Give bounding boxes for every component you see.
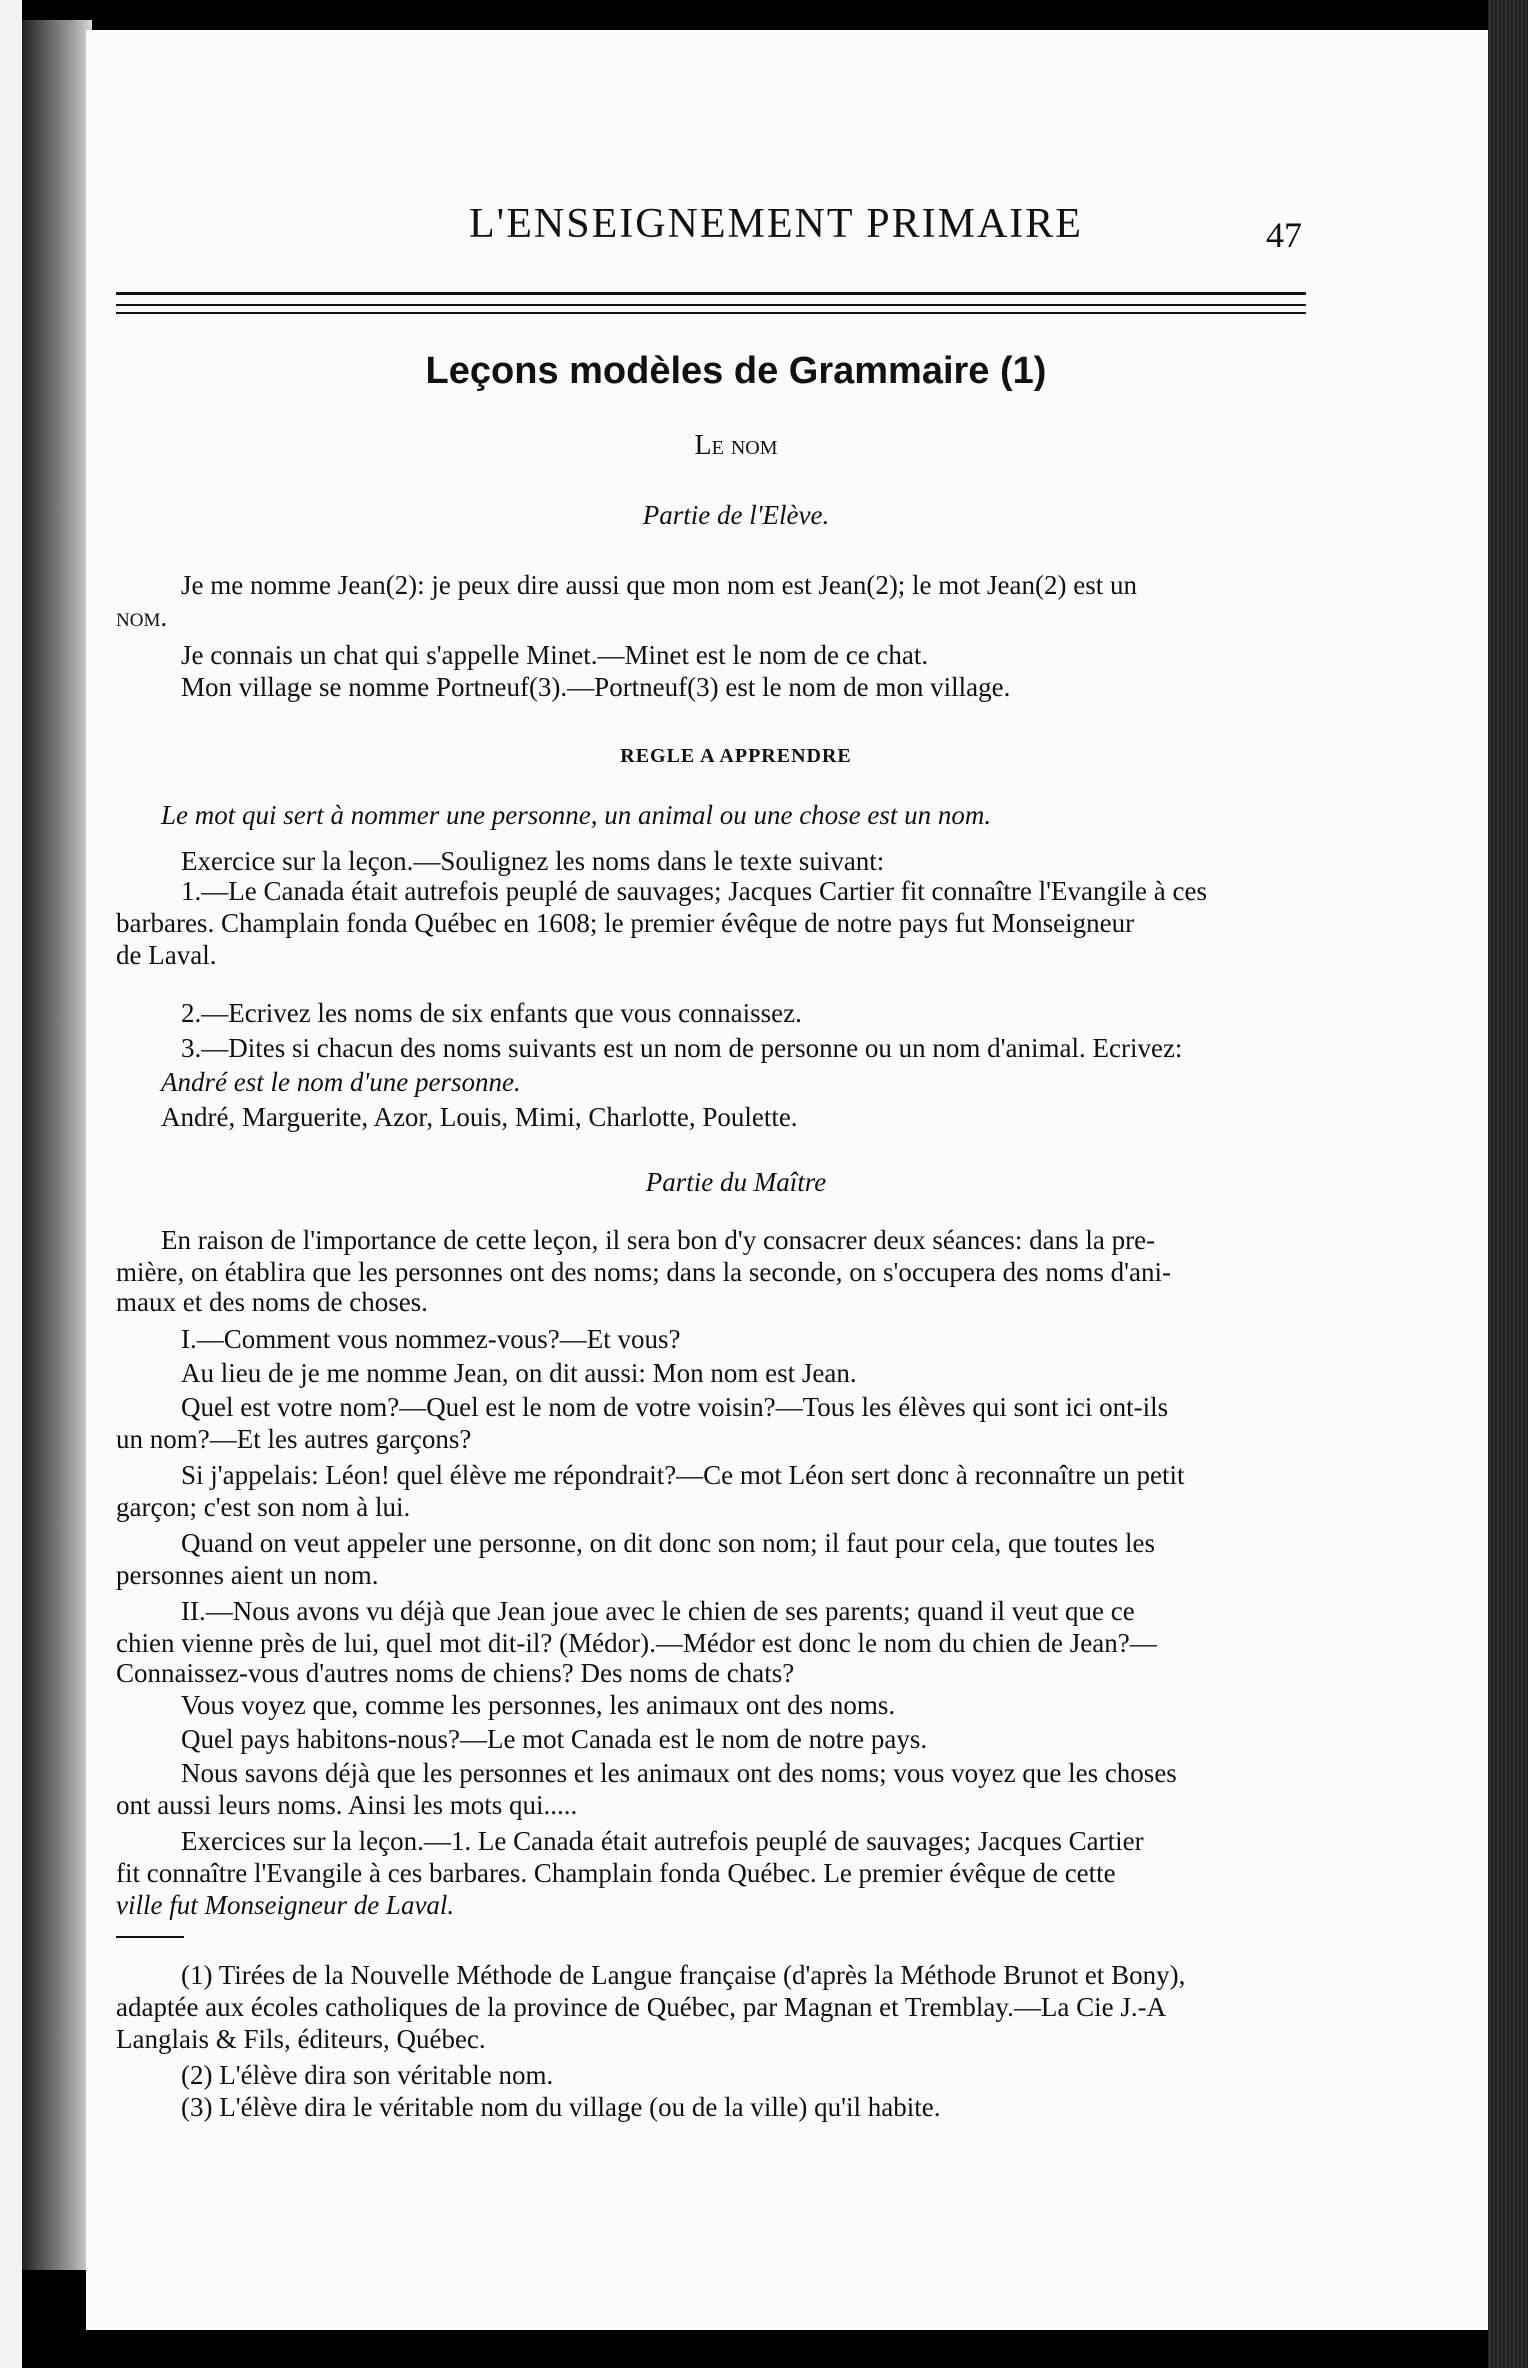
- rule-heading: REGLE A APPRENDRE: [620, 745, 852, 767]
- text-line: garçon; c'est son nom à lui.: [116, 1492, 411, 1522]
- text-line: Mon village se nomme Portneuf(3).—Portneuf(3) est le nom de mon village.: [181, 672, 1011, 702]
- text-line: Vous voyez que, comme les personnes, les animaux ont des noms.: [181, 1690, 896, 1720]
- footnote-line: (1) Tirées de la Nouvelle Méthode de Langue française (d'après la Méthode Brunot et Bony),: [181, 1960, 1186, 1990]
- footnote-line: (3) L'élève dira le véritable nom du village (ou de la ville) qu'il habite.: [181, 2092, 941, 2122]
- text-line: Connaissez-vous d'autres noms de chiens? Des noms de chats?: [116, 1658, 795, 1688]
- book-page: [86, 30, 1488, 2330]
- text-line: Nous savons déjà que les personnes et les animaux ont des noms; vous voyez que les choses: [181, 1758, 1177, 1788]
- exercise-line: 2.—Ecrivez les noms de six enfants que vous connaissez.: [181, 998, 802, 1028]
- text-line: En raison de l'importance de cette leçon, il sera bon d'y consacrer deux séances: dans la pre-: [161, 1225, 1156, 1255]
- text-line: Quel est votre nom?—Quel est le nom de votre voisin?—Tous les élèves qui sont ici ont-ils: [181, 1392, 1169, 1422]
- footnote-line: (2) L'élève dira son véritable nom.: [181, 2060, 554, 2090]
- part-heading: Partie de l'Elève.: [642, 500, 830, 530]
- footnote-rule: [116, 1936, 184, 1938]
- exercise-line: André est le nom d'une personne.: [161, 1067, 521, 1097]
- text-line: Je me nomme Jean(2): je peux dire aussi que mon nom est Jean(2); le mot Jean(2) est un: [181, 570, 1137, 600]
- text-line: Quel pays habitons-nous?—Le mot Canada est le nom de notre pays.: [181, 1724, 928, 1754]
- part-heading: Partie du Maître: [645, 1167, 827, 1197]
- book-gutter: [22, 20, 92, 2270]
- section-title: Le nom: [694, 430, 778, 461]
- page-number: 47: [1266, 215, 1302, 255]
- text-line: ville fut Monseigneur de Laval.: [116, 1890, 455, 1920]
- text-line: ont aussi leurs noms. Ainsi les mots qui.....: [116, 1790, 578, 1820]
- rule-text: Le mot qui sert à nommer une personne, un animal ou une chose est un nom.: [161, 800, 992, 830]
- text-line: Exercices sur la leçon.—1. Le Canada était autrefois peuplé de sauvages; Jacques Cartier: [181, 1826, 1144, 1856]
- header-rule: [116, 292, 1306, 295]
- exercise-line: de Laval.: [116, 940, 217, 970]
- text-line: nom.: [116, 602, 168, 632]
- scan-margin: [0, 0, 22, 2368]
- exercise-line: barbares. Champlain fonda Québec en 1608; le premier évêque de notre pays fut Monseigneur: [116, 908, 1135, 938]
- footnote-line: adaptée aux écoles catholiques de la province de Québec, par Magnan et Tremblay.—La Cie J.-A: [116, 1992, 1167, 2022]
- exercise-line: 3.—Dites si chacun des noms suivants est un nom de personne ou un nom d'animal. Ecrivez:: [181, 1033, 1183, 1063]
- exercise-line: Exercice sur la leçon.—Soulignez les noms dans le texte suivant:: [181, 846, 885, 876]
- text-line: Quand on veut appeler une personne, on dit donc son nom; il faut pour cela, que toutes les: [181, 1528, 1156, 1558]
- page-title: Leçons modèles de Grammaire (1): [425, 350, 1047, 392]
- text-line: maux et des noms de choses.: [116, 1287, 428, 1317]
- exercise-line: André, Marguerite, Azor, Louis, Mimi, Charlotte, Poulette.: [161, 1102, 798, 1132]
- text-line: chien vienne près de lui, quel mot dit-il? (Médor).—Médor est donc le nom du chien de Jean?—: [116, 1628, 1157, 1658]
- text-line: II.—Nous avons vu déjà que Jean joue avec le chien de ses parents; quand il veut que ce: [181, 1596, 1135, 1626]
- running-head: L'ENSEIGNEMENT PRIMAIRE: [469, 201, 1083, 247]
- text-line: fit connaître l'Evangile à ces barbares. Champlain fonda Québec. Le premier évêque de cette: [116, 1858, 1116, 1888]
- header-rule: [116, 304, 1306, 306]
- text-line: mière, on établira que les personnes ont des noms; dans la seconde, on s'occupera des noms d'ani-: [116, 1257, 1171, 1287]
- exercise-line: 1.—Le Canada était autrefois peuplé de sauvages; Jacques Cartier fit connaître l'Evangile à ces: [181, 876, 1207, 906]
- text-line: Si j'appelais: Léon! quel élève me répondrait?—Ce mot Léon sert donc à reconnaître un petit: [181, 1460, 1185, 1490]
- text-line: Je connais un chat qui s'appelle Minet.—Minet est le nom de ce chat.: [181, 640, 929, 670]
- header-rule: [116, 312, 1306, 314]
- page-edge-stack: [1488, 0, 1528, 2368]
- text-line: Au lieu de je me nomme Jean, on dit aussi: Mon nom est Jean.: [181, 1358, 857, 1388]
- page-header: [86, 200, 1488, 260]
- text-line: un nom?—Et les autres garçons?: [116, 1424, 472, 1454]
- footnote-line: Langlais & Fils, éditeurs, Québec.: [116, 2024, 486, 2054]
- text-line: personnes aient un nom.: [116, 1560, 379, 1590]
- text-line: I.—Comment vous nommez-vous?—Et vous?: [181, 1324, 681, 1354]
